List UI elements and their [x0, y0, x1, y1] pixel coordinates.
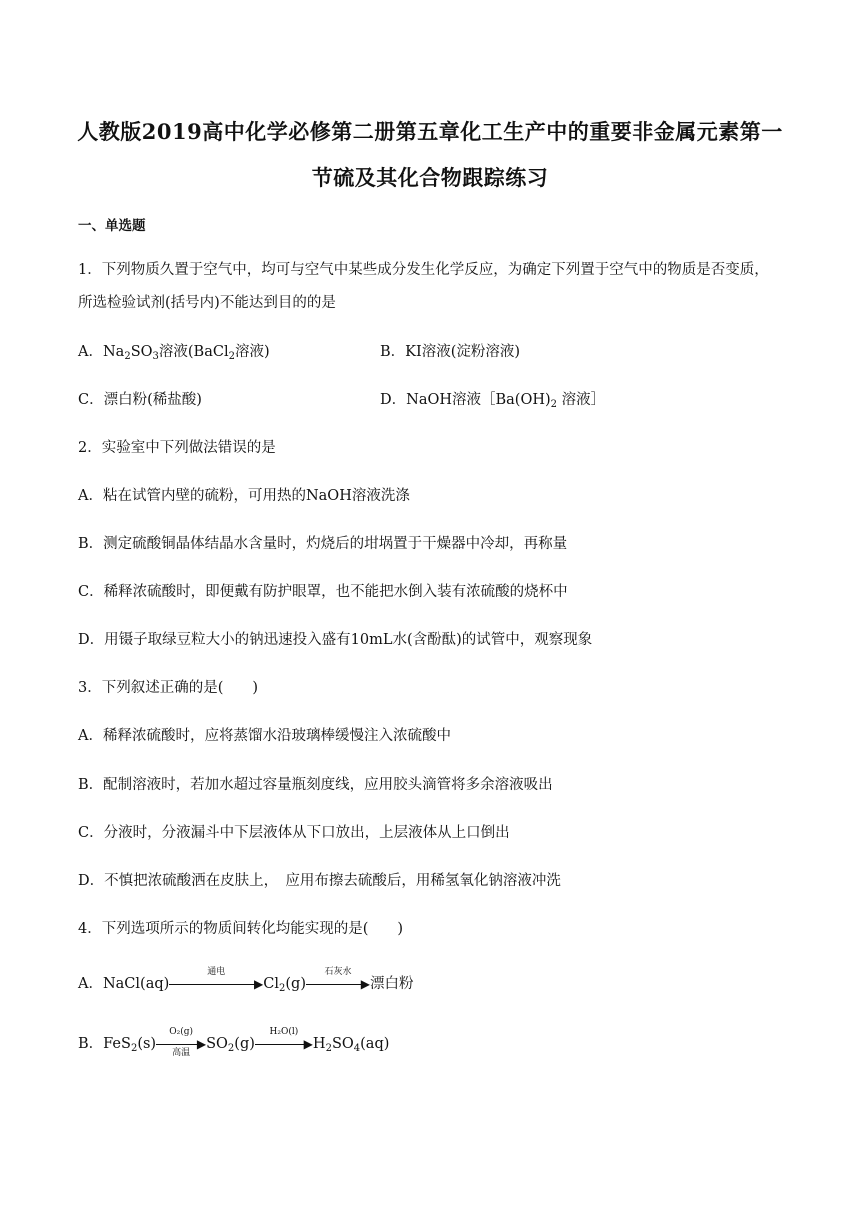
subscript: 3 [152, 351, 159, 362]
option-text: A．Na [78, 344, 125, 360]
subscript: 2 [228, 351, 235, 362]
arrow-shaft [169, 984, 257, 985]
question-1-option-d [380, 388, 605, 409]
question-2-option-b: B．测定硫酸铜晶体结晶水含量时，灼烧后的坩埚置于干燥器中冷却，再称量 [78, 536, 568, 552]
question-3-stem: 3．下列叙述正确的是( ) [78, 680, 259, 696]
intermediate: Cl [263, 976, 280, 992]
option-text: 溶液］ [557, 392, 606, 408]
arrow-condition: 石灰水 [324, 967, 352, 977]
subscript: 2 [124, 351, 131, 362]
product: H [312, 1036, 326, 1052]
question-1-option-a [78, 340, 270, 361]
subscript: 4 [353, 1043, 361, 1054]
option-text: 溶液) [234, 344, 270, 360]
product: 漂白粉 [370, 976, 414, 992]
reactant: B．FeS [78, 1036, 131, 1052]
arrow-head-icon: ▶ [360, 977, 370, 991]
question-3-option-a: A．稀释浓硫酸时，应将蒸馏水沿玻璃棒缓慢注入浓硫酸中 [78, 728, 451, 744]
document-title-line1: 人教版2019高中化学必修第二册第五章化工生产中的重要非金属元素第一 [77, 119, 783, 144]
question-4-option-b [78, 1027, 390, 1058]
reaction-arrow [156, 1027, 207, 1058]
option-text: 溶液(BaCl [158, 344, 229, 360]
product: SO [331, 1036, 354, 1052]
option-text: SO [130, 344, 153, 360]
question-2-option-d: D．用镊子取绿豆粒大小的钠迅速投入盛有10mL水(含酚酞)的试管中，观察现象 [78, 632, 593, 648]
subscript: 2 [130, 1043, 138, 1054]
reaction-arrow [255, 1027, 313, 1051]
arrow-condition-top: O₂(g) [169, 1027, 193, 1037]
question-3-option-d: D．不慎把浓硫酸洒在皮肤上， 应用布擦去硫酸后，用稀氢氧化钠溶液冲洗 [78, 873, 561, 889]
intermediate: (g) [234, 1036, 255, 1052]
question-1-stem-line1: 1．下列物质久置于空气中，均可与空气中某些成分发生化学反应，为确定下列置于空气中的物质是否变质， [78, 262, 769, 278]
question-1-option-c: C．漂白粉(稀盐酸) [78, 392, 202, 408]
question-1-stem-line2: 所选检验试剂(括号内)不能达到目的的是 [78, 295, 336, 311]
arrow-condition-bottom: 高温 [172, 1048, 191, 1058]
question-3-option-c: C．分液时，分液漏斗中下层液体从下口放出，上层液体从上口倒出 [78, 825, 510, 841]
subscript: 2 [325, 1043, 332, 1054]
product: (aq) [360, 1036, 390, 1052]
arrow-condition: 通电 [207, 967, 226, 977]
option-text: D．NaOH溶液［Ba(OH) [380, 392, 551, 408]
reactant: (s) [137, 1036, 157, 1052]
question-4-option-a [78, 967, 414, 994]
arrow-shaft [306, 984, 364, 985]
arrow-shaft [156, 1044, 200, 1045]
arrow-head-icon: ▶ [254, 977, 264, 991]
question-1-option-b: B．KI溶液(淀粉溶液) [380, 344, 521, 360]
reaction-arrow [306, 967, 370, 991]
subscript: 2 [279, 983, 286, 994]
subscript: 2 [550, 399, 558, 410]
question-2-option-c: C．稀释浓硫酸时，即便戴有防护眼罩，也不能把水倒入装有浓硫酸的烧杯中 [78, 584, 568, 600]
arrow-shaft [255, 1044, 307, 1045]
intermediate: (g) [285, 976, 306, 992]
intermediate: SO [206, 1036, 228, 1052]
arrow-head-icon: ▶ [196, 1037, 207, 1051]
question-2-option-a: A．粘在试管内壁的硫粉，可用热的NaOH溶液洗涤 [78, 488, 410, 504]
reaction-arrow [169, 967, 264, 991]
question-3-option-b: B．配制溶液时，若加水超过容量瓶刻度线，应用胶头滴管将多余溶液吸出 [78, 777, 553, 793]
question-4-stem: 4．下列选项所示的物质间转化均能实现的是( ) [78, 921, 404, 937]
arrow-head-icon: ▶ [303, 1037, 313, 1051]
arrow-condition: H₂O(l) [269, 1027, 299, 1037]
reactant: A．NaCl(aq) [78, 976, 170, 992]
question-2-stem: 2．实验室中下列做法错误的是 [78, 440, 276, 456]
document-title-line2: 节硫及其化合物跟踪练习 [311, 165, 549, 190]
section-heading: 一、单选题 [78, 218, 146, 234]
subscript: 2 [227, 1043, 235, 1054]
